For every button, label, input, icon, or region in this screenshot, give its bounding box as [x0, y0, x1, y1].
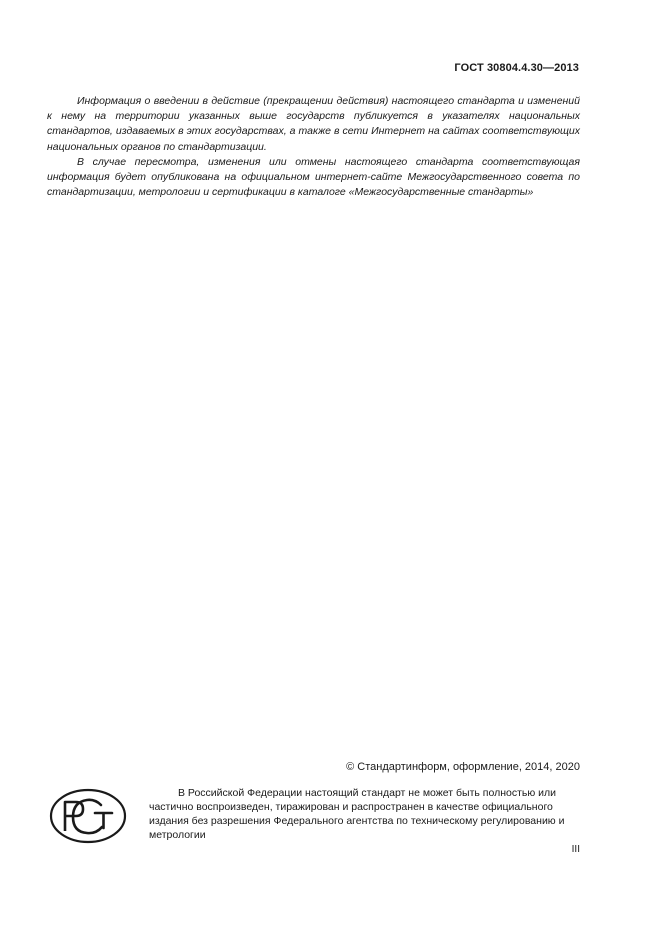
intro-text — [47, 94, 580, 200]
copyright-line: © Стандартинформ, оформление, 2014, 2020 — [346, 761, 580, 773]
standard-code-header: ГОСТ 30804.4.30—2013 — [454, 62, 579, 74]
copyright-notice-text: В Российской Федерации настоящий стандарт не может быть полностью или частично воспроизведен, тиражирован и распространен в качестве официального издания без разрешения Федерального агентства по техническому регулированию и метрологии — [149, 787, 565, 841]
intro-paragraph-revision: В случае пересмотра, изменения или отмены настоящего стандарта соответствующая информация будет опубликована на официальном интернет-сайте Межгосударственного совета по стандартизации, метрологии и сертификации в каталоге «Межгосударственные стандарты» — [47, 155, 580, 199]
rst-logo-icon — [49, 788, 127, 844]
page-number: III — [571, 844, 580, 855]
copyright-notice — [149, 786, 582, 842]
intro-paragraph-publication: Информация о введении в действие (прекращении действия) настоящего стандарта и изменений к нему на территории указанных выше государств публикуется в указателях национальных стандартов, издаваемых в этих государствах, а также в сети Интернет на сайтах соответствующих национальных органов по стандартизации. — [47, 95, 580, 153]
